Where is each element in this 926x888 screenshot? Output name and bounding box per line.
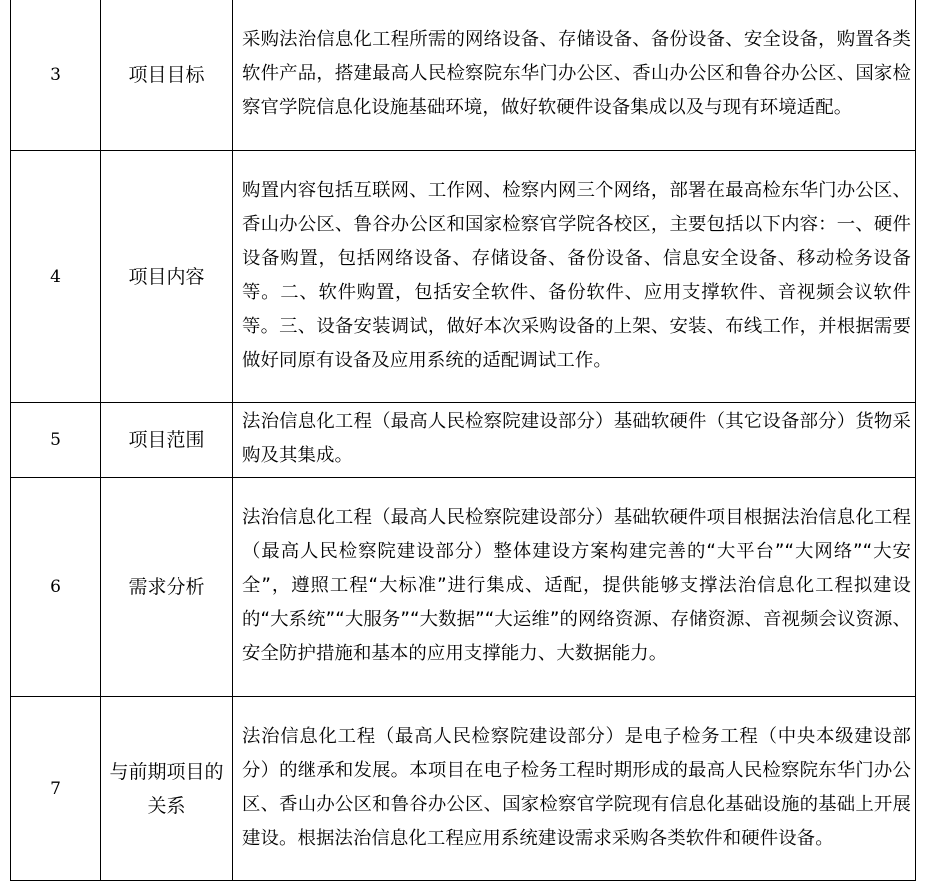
row-name: 项目内容 — [101, 151, 233, 403]
row-description: 法治信息化工程（最高人民检察院建设部分）是电子检务工程（中央本级建设部分）的继承和发展。本项目在电子检务工程时期形成的最高人民检察院东华门办公区、香山办公区和鲁谷办公区、国家检察官学院现有信息化基础设施的基础上开展建设。根据法治信息化工程应用系统建设需求采购各类软件和硬件设备。 — [233, 697, 916, 881]
row-name: 项目范围 — [101, 403, 233, 478]
row-description: 法治信息化工程（最高人民检察院建设部分）基础软硬件项目根据法治信息化工程（最高人民检察院建设部分）整体建设方案构建完善的“大平台”“大网络”“大安全”，遵照工程“大标准”进行集成、适配，提供能够支撑法治信息化工程拟建设的“大系统”“大服务”“大数据”“大运维”的网络资源、存储资源、音视频会议资源、安全防护措施和基本的应用支撑能力、大数据能力。 — [233, 478, 916, 697]
row-name: 需求分析 — [101, 478, 233, 697]
row-number: 5 — [11, 403, 101, 478]
row-number: 6 — [11, 478, 101, 697]
row-name: 与前期项目的关系 — [101, 697, 233, 881]
table-row — [11, 697, 916, 881]
row-description: 购置内容包括互联网、工作网、检察内网三个网络，部署在最高检东华门办公区、香山办公区、鲁谷办公区和国家检察官学院各校区，主要包括以下内容：一、硬件设备购置，包括网络设备、存储设备、备份设备、信息安全设备、移动检务设备等。二、软件购置，包括安全软件、备份软件、应用支撑软件、音视频会议软件等。三、设备安装调试，做好本次采购设备的上架、安装、布线工作，并根据需要做好同原有设备及应用系统的适配调试工作。 — [233, 151, 916, 403]
row-number: 4 — [11, 151, 101, 403]
row-number: 3 — [11, 0, 101, 151]
row-name: 项目目标 — [101, 0, 233, 151]
row-description: 法治信息化工程（最高人民检察院建设部分）基础软硬件（其它设备部分）货物采购及其集成。 — [233, 403, 916, 478]
project-info-table — [10, 0, 916, 881]
table-row — [11, 151, 916, 403]
row-description: 采购法治信息化工程所需的网络设备、存储设备、备份设备、安全设备，购置各类软件产品，搭建最高人民检察院东华门办公区、香山办公区和鲁谷办公区、国家检察官学院信息化设施基础环境，做好软硬件设备集成以及与现有环境适配。 — [233, 0, 916, 151]
table-row — [11, 0, 916, 151]
table-row — [11, 478, 916, 697]
row-number: 7 — [11, 697, 101, 881]
table-row — [11, 403, 916, 478]
